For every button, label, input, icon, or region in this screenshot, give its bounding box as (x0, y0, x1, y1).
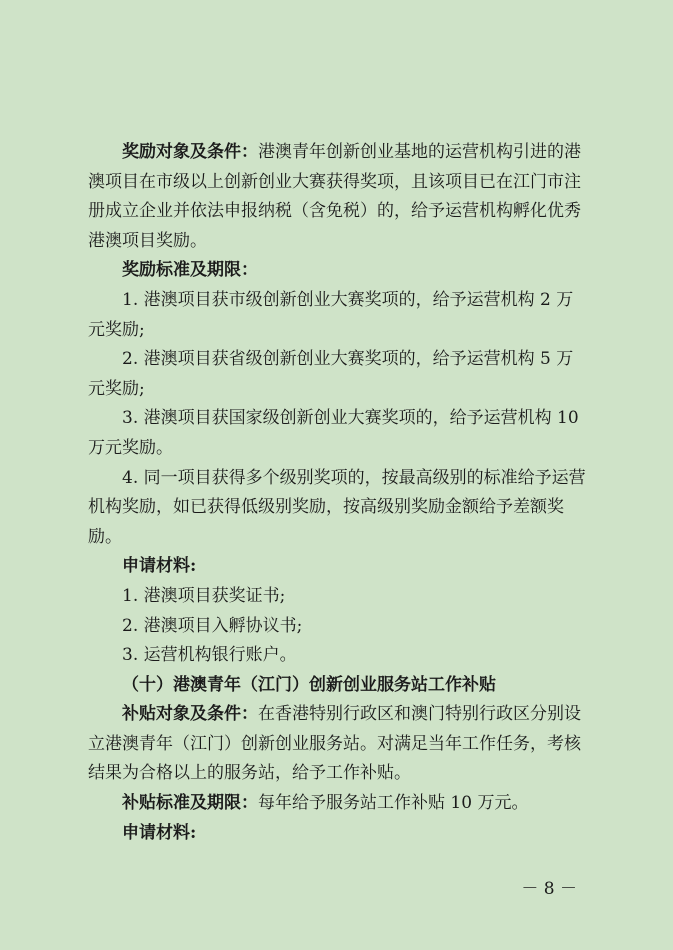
award-standard-label: 奖励标准及期限： (122, 260, 258, 281)
materials-item-1: 1. 港澳项目获奖证书; (122, 585, 286, 606)
award-target-paragraph (88, 138, 588, 256)
subsidy-standard-text: 每年给予服务站工作补贴 10 万元。 (258, 793, 529, 814)
award-target-label: 奖励对象及条件： (122, 142, 258, 162)
materials-label-2: 申请材料: (122, 822, 197, 843)
award-item-3: 3. 港澳项目获国家级创新创业大赛奖项的，给予运营机构 10 万元奖励。 (88, 408, 579, 458)
subsidy-target-text: 在香港特别行政区和澳门特别行政区分别设立港澳青年（江门）创新创业服务站。对满足当年工作任务，考核结果为合格以上的服务站，给予工作补贴。 (88, 704, 581, 784)
section-heading: （十）港澳青年（江门）创新创业服务站工作补贴 (122, 674, 496, 695)
award-item-1: 1. 港澳项目获市级创新创业大赛奖项的，给予运营机构 2 万元奖励; (88, 289, 574, 340)
materials-item-3: 3. 运营机构银行账户。 (122, 645, 297, 666)
subsidy-target-label: 补贴对象及条件： (122, 704, 258, 725)
award-item-4: 4. 同一项目获得多个级别奖项的，按最高级别的标准给予运营机构奖励，如已获得低级别奖励，按高级别奖励金额给予差额奖励。 (88, 467, 586, 547)
document-body (88, 138, 588, 848)
page-number: － 8 － (521, 879, 577, 899)
subsidy-standard-paragraph (88, 789, 588, 819)
materials-item-2: 2. 港澳项目入孵协议书; (122, 615, 303, 636)
subsidy-target-paragraph (88, 700, 588, 789)
subsidy-standard-label: 补贴标准及期限： (122, 793, 258, 814)
award-item-2: 2. 港澳项目获省级创新创业大赛奖项的，给予运营机构 5 万元奖励; (88, 349, 574, 399)
award-target-text: 港澳青年创新创业基地的运营机构引进的港澳项目在市级以上创新创业大赛获得奖项，且该项目已在江门市注册成立企业并依法申报纳税（含免税）的，给予运营机构孵化优秀港澳项目奖励。 (88, 142, 581, 251)
materials-label: 申请材料: (122, 556, 197, 577)
